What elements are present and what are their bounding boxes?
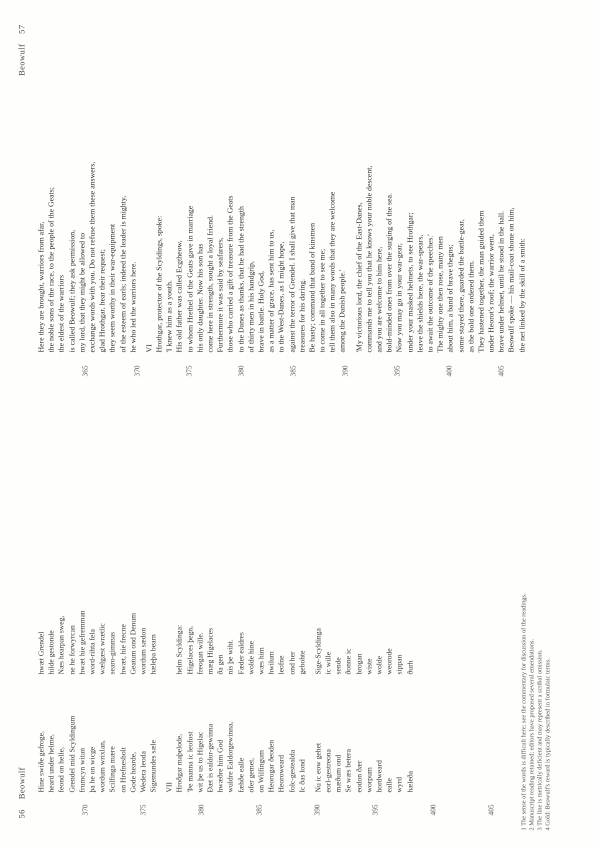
verse-line <box>297 392 307 792</box>
verse-line <box>107 392 117 792</box>
second-half-line: wiste <box>363 657 373 674</box>
translation-line: of the esteem of earls; indeed the leader is mighty, <box>117 195 127 352</box>
translation-line: They hastened together, the man guided them <box>475 210 485 352</box>
first-half-line: feond on helle, <box>56 746 66 792</box>
translation-line: bold-minded ones from over the surging of the sea. <box>384 192 394 352</box>
left-running-title: Beowulf <box>16 766 26 799</box>
second-half-line: helm Scyldinga: <box>174 624 184 674</box>
first-half-line: Sigemundes sæle <box>148 739 158 792</box>
verse-line <box>313 392 323 792</box>
first-half-line: hæleða <box>404 770 414 792</box>
translation-line: to the West-Danes, as I might hope, <box>276 241 286 352</box>
second-half-line: Fæder ealdres <box>235 631 245 674</box>
left-page-number: 56 <box>16 808 26 818</box>
first-half-line: eorl-gestreona <box>323 748 333 792</box>
translation-section <box>36 22 138 352</box>
translation-line: the eldest of the warriors <box>56 274 66 352</box>
verse-line <box>394 392 404 792</box>
footnote-line: 3 The line is metrically deficient and may represent a scribal omission. <box>536 649 543 830</box>
first-half-line: folc-gestealda <box>286 749 296 792</box>
verse-line <box>148 392 158 792</box>
first-half-line: eodon ðær <box>353 760 363 792</box>
translation-line: to come in all together to see me; <box>317 248 327 352</box>
second-half-line: wolde hine <box>245 640 255 674</box>
second-half-line: hwæt hie gefremman <box>76 609 86 674</box>
second-half-line: hæleþa bearn <box>148 633 158 674</box>
first-half-line: 'Þe manna ic leofost <box>184 730 194 792</box>
translation-line: brave under helmet, until he stood in the hall. <box>496 210 506 352</box>
line-number: 400 <box>444 364 453 376</box>
translation-line: as the bold one ordered them. <box>465 259 475 352</box>
first-half-line: worpum <box>363 766 373 792</box>
translation-line: to await the outcome of the speeches.' <box>424 233 434 352</box>
translation-line: The mighty one then rose, many men <box>435 235 445 352</box>
translation-line: come here in strength, sought a loyal friend. <box>205 214 214 352</box>
footnote-line: 1 The sense of the words is difficult here; see the commentary for discussion of the readings. <box>520 592 527 830</box>
translation-line: under Heorot's roof; the warrior went, <box>486 233 496 352</box>
first-half-line: frumcyn witan <box>76 747 86 792</box>
first-half-line: Se wæs betera <box>343 748 353 792</box>
translation-line: to whom Hrethel of the Geats gave in marriage <box>184 205 194 352</box>
second-half-line: ond her <box>286 651 296 674</box>
verse-line <box>256 392 266 792</box>
translation-line: 'I knew him as a youth. <box>164 279 174 352</box>
verse-line <box>405 392 415 792</box>
second-half-line: wordum sædon <box>137 627 147 674</box>
translation-line: is called Beowulf; they ask permission, <box>66 229 76 352</box>
verse-line <box>205 392 215 792</box>
verse-line <box>266 392 276 792</box>
verse-line <box>185 392 195 792</box>
first-half-line: Ic ðas lond <box>296 758 306 792</box>
footnotes <box>520 410 552 830</box>
verse-line <box>215 392 225 792</box>
translation-line: to the Danes as thanks, that he had the strength <box>235 205 245 352</box>
translation-line: the net linked by the skill of a smith: <box>516 237 526 352</box>
verse-line <box>343 392 353 792</box>
verse-line <box>276 392 286 792</box>
second-half-line: sende <box>333 656 343 674</box>
verse-line <box>118 392 128 792</box>
verse-line <box>236 392 246 792</box>
verse-line <box>87 392 97 792</box>
translation-line: his only daughter. Now his son has <box>194 243 204 352</box>
verse-line <box>97 392 107 792</box>
first-half-line: mæðum ond <box>333 754 343 792</box>
line-number: 385 <box>288 364 297 376</box>
footnote-line: 2 Manuscript reading retained; editors have proposed several emendations. <box>528 638 535 830</box>
second-half-line: ðurh <box>404 660 414 674</box>
verse-line <box>225 392 235 792</box>
verse-line <box>67 392 77 792</box>
right-running-title: Beowulf <box>16 43 26 76</box>
translation-line: the noble sons of the race, to the people of the Geats; <box>46 186 56 352</box>
translation-line: and you are welcome to him here, <box>374 246 383 352</box>
translation-line: some stayed there, guarded the battle-gear, <box>455 218 465 352</box>
line-number: 370 <box>80 803 89 815</box>
translation-line: 'My victorious lord, the chief of the East-Danes, <box>353 201 363 352</box>
translation-line: under your masked helmets, to see Hrothgar; <box>404 211 414 352</box>
translation-line: commands me to tell you that he knows your noble descent, <box>363 165 373 352</box>
right-page-number: 57 <box>16 24 26 34</box>
first-half-line: ofer gemet, <box>245 757 255 792</box>
second-half-line: hwæt Grendel <box>36 631 45 674</box>
first-half-line: hordweard <box>374 759 383 792</box>
second-half-line: ða gen <box>215 653 225 674</box>
translation-line: leave the shields here, the war-spears, <box>414 234 424 352</box>
translation-line: glad Hrothgar, hear their request; <box>97 248 107 352</box>
line-number: 380 <box>236 364 245 376</box>
translation-line: my lord, that they might be allowed to <box>76 232 86 352</box>
verse-line <box>77 392 87 792</box>
second-half-line: Higelaces þegn, <box>184 625 194 674</box>
first-half-line: fæhðe ealle <box>235 757 245 792</box>
translation-line: His old father was called Ecgtheow, <box>174 239 184 352</box>
translation-line: Be hasty; command that band of kinsmen <box>306 222 316 352</box>
translation-text-column <box>36 22 527 352</box>
first-half-line: Wedera leoda <box>137 750 147 792</box>
verse-line <box>46 392 56 792</box>
second-half-line: wælgæst wrætlic <box>97 622 107 674</box>
translation-line: about him, a band of brave thegns; <box>445 243 455 352</box>
verse-line <box>174 392 184 792</box>
second-half-line: Geatum ond Denum <box>127 612 137 674</box>
first-half-line: Hroðgar maþelode, <box>174 733 184 792</box>
verse-line <box>56 392 66 792</box>
translation-line: against the terror of Grendel. I shall give that man <box>286 196 296 352</box>
second-half-line: hwæt, hie frecne <box>117 623 127 674</box>
translation-section <box>354 22 527 352</box>
line-number: 375 <box>184 364 193 376</box>
first-half-line: þa he on wicge <box>86 746 96 792</box>
old-english-text-column <box>36 392 415 792</box>
first-half-line: wuldre Ealdorgewinna, <box>225 721 235 792</box>
translation-line: Beowulf spoke — his mail-coat shone on him, <box>506 206 516 352</box>
verse-line <box>128 392 138 792</box>
translation-section <box>144 22 348 352</box>
second-half-line: mæg Higelaces <box>205 627 214 674</box>
second-half-line: weorode <box>384 647 394 674</box>
second-half-line: leofne <box>276 655 286 674</box>
first-half-line: heard under helme, <box>46 733 56 792</box>
second-half-line: wæs him <box>255 646 265 674</box>
verse-line <box>195 392 205 792</box>
oe-section <box>36 392 158 792</box>
footnote-line: 4 Gold: Beowulf's reward is typically described in formulaic terms. <box>544 657 551 830</box>
first-half-line: wordum wrixlan, <box>97 739 107 792</box>
line-number: 395 <box>370 803 379 815</box>
second-half-line: Næs hearpan sweg, <box>56 615 66 674</box>
first-half-line: wit þe us to Higelac <box>194 731 204 792</box>
translation-line: they seem worthy in their war-equipment <box>107 223 117 352</box>
second-half-line: hilde gestonde <box>46 629 56 674</box>
translation-line: those who carried a gift of treasure from the Geats <box>225 195 235 352</box>
translation-line: Furthermore it was said by seafarers, <box>215 236 225 352</box>
first-half-line: Gode hearde, <box>127 751 137 792</box>
verse-line <box>323 392 333 792</box>
translation-line: Here they are brought, warriors from afar, <box>36 221 45 352</box>
first-half-line: wyrd <box>394 776 404 792</box>
second-half-line: freogan wille. <box>194 631 204 674</box>
translation-line: exchange words with you. Do not refuse them these answers, <box>86 161 96 352</box>
first-half-line: Ðæt is ealdor-gewinna <box>205 723 214 792</box>
second-half-line: sippan <box>394 654 404 674</box>
translation-line: brave in battle. Holy God, <box>255 270 265 352</box>
line-number: 405 <box>496 364 505 376</box>
second-half-line: wolde <box>374 655 383 674</box>
second-half-line: searo-gimmas <box>107 631 117 674</box>
first-half-line: Grendel mid Scyldingum <box>66 715 76 792</box>
second-half-line: ne he forwyrcan <box>66 624 76 674</box>
second-half-line: Sige-Scyldinga <box>312 627 322 674</box>
line-number: 390 <box>312 803 321 815</box>
line-number: 385 <box>254 803 263 815</box>
first-half-line: Nu ic eow gehet <box>312 742 322 792</box>
line-number: 405 <box>486 803 495 815</box>
line-number: 375 <box>138 803 147 815</box>
second-half-line: nis þe wiht. <box>225 638 235 674</box>
oe-section <box>164 392 307 792</box>
translation-line: among the Danish people.' <box>337 269 347 352</box>
verse-line <box>36 392 46 792</box>
line-number: 380 <box>196 803 205 815</box>
verse-line <box>354 392 364 792</box>
translation-line: he who led the warriors here. <box>127 261 137 352</box>
first-half-line: on Wilfingum <box>255 749 265 792</box>
translation-line: tell them also in many words that they are welcome <box>327 191 337 352</box>
first-half-line: ealle <box>384 777 394 792</box>
second-half-line: word-rihta fela <box>86 628 96 674</box>
first-half-line: Scilfinga mære <box>107 745 117 792</box>
section-number: VII <box>164 781 174 792</box>
line-number: 400 <box>428 803 437 815</box>
verse-line <box>384 392 394 792</box>
right-running-head <box>16 24 26 75</box>
first-half-line: Heoroweard <box>276 754 286 792</box>
line-number: 390 <box>340 364 349 376</box>
second-half-line: gebohte <box>296 649 306 674</box>
first-half-line: hwæðre him God <box>215 739 225 792</box>
second-half-line: ic wille <box>323 651 333 674</box>
second-half-line: ðonne ic <box>343 648 353 674</box>
verse-line <box>333 392 343 792</box>
translation-line: Hrothgar, protector of the Scyldings, spoke: <box>154 215 164 352</box>
first-half-line: Hine swiðe gefroge, <box>36 730 45 792</box>
line-number: 370 <box>132 364 141 376</box>
section-number: VI <box>143 343 153 352</box>
verse-line <box>287 392 297 792</box>
translation-line: as a matter of grace, has sent him to us, <box>266 229 276 352</box>
verse-line <box>138 392 148 792</box>
first-half-line: Heorogar ðeoden <box>266 739 276 792</box>
translation-line: treasures for his daring. <box>296 278 306 352</box>
oe-section <box>313 392 415 792</box>
second-half-line: brogan <box>353 652 363 674</box>
line-number: 365 <box>80 364 89 376</box>
left-running-head <box>16 767 26 818</box>
translation-line: of thirty men in his handgrip, <box>245 260 255 352</box>
verse-line <box>364 392 374 792</box>
translation-line: Now you may go in your war-gear, <box>394 242 404 352</box>
verse-line <box>374 392 384 792</box>
verse-line <box>246 392 256 792</box>
second-half-line: hwilum <box>266 650 276 674</box>
line-number: 395 <box>392 364 401 376</box>
first-half-line: on Hrefnesholt <box>117 746 127 792</box>
